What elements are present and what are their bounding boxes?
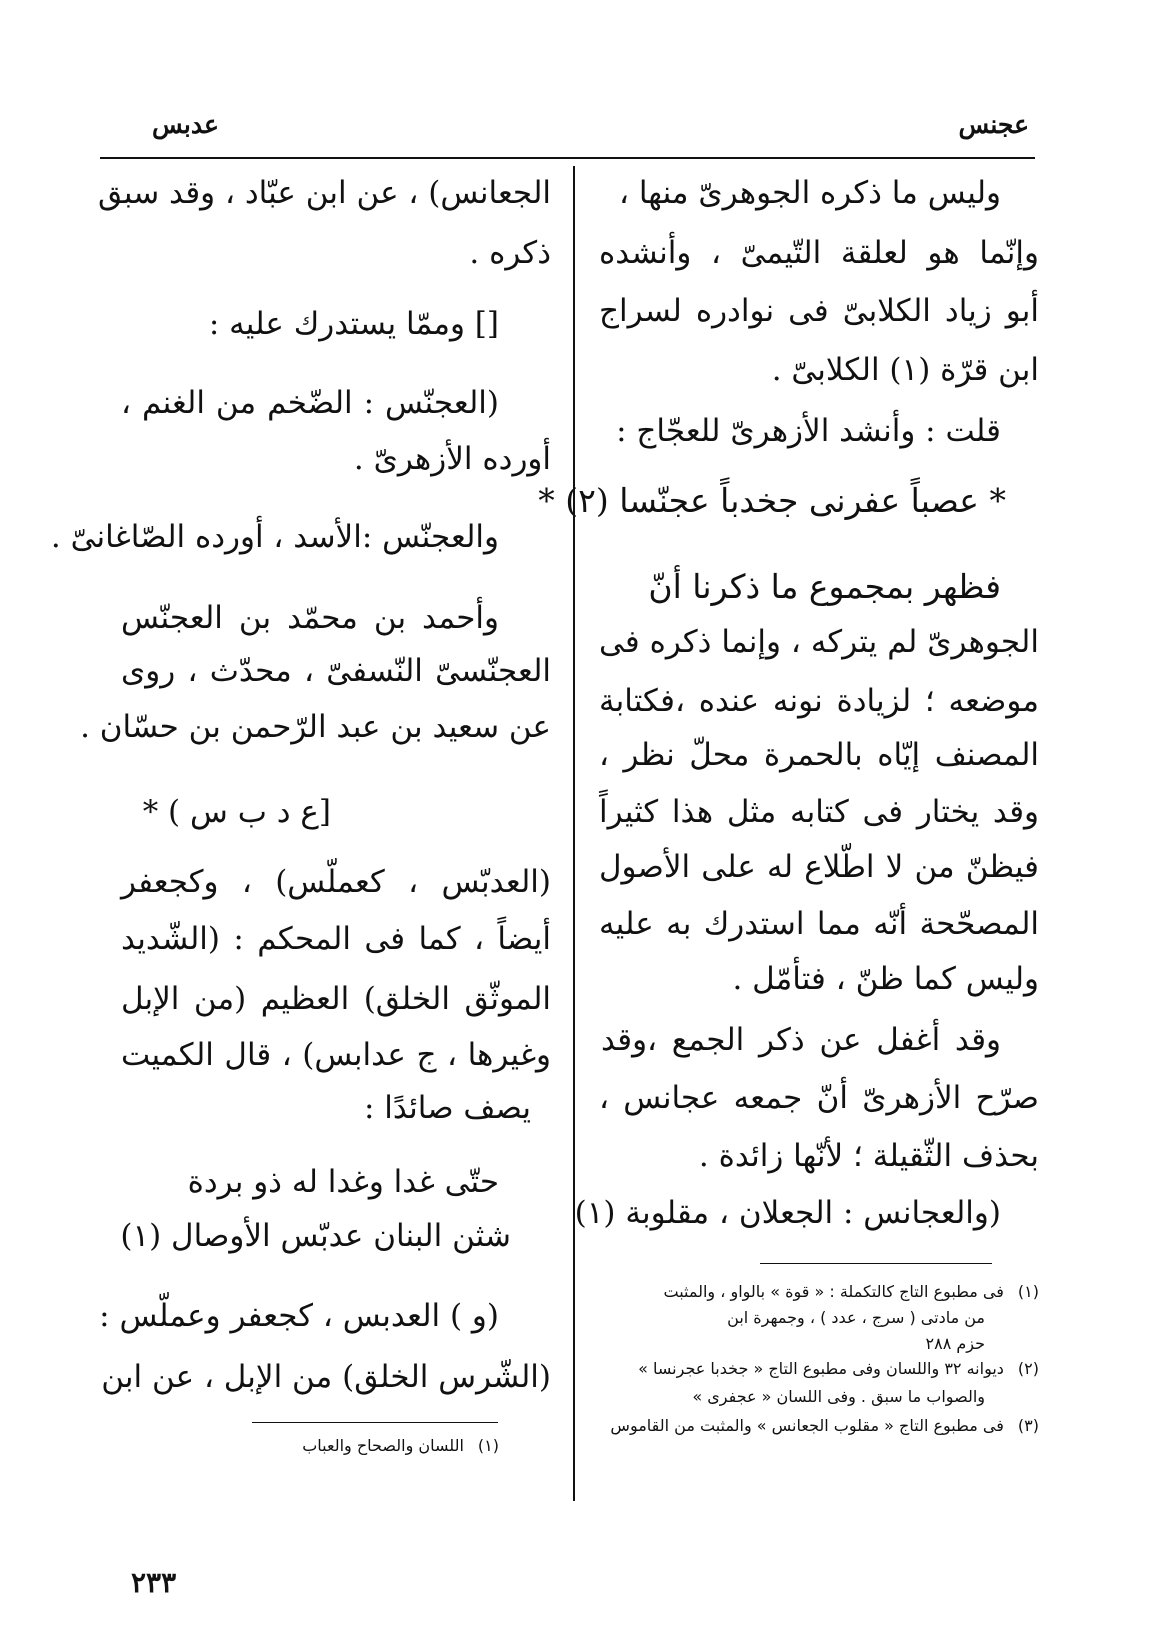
right-line-16: صرّح الأزهرىّ أنّ جمعه عجانس ، [599,1080,1039,1116]
right-line-10: المصنف إيّاه بالحمرة محلّ نظر ، [599,737,1039,773]
right-footnote-1-cont: من مادتى ( سرج ، عدد ) ، وجمهرة ابن [727,1308,985,1327]
right-line-15: وقد أغفل عن ذكر الجمع ،وقد [601,1022,1001,1058]
right-line-1: وليس ما ذكره الجوهرىّ منها ، [618,175,1001,211]
left-verse-line-1: حتّى غدا وغدا له ذو بردة [187,1164,499,1200]
left-line-1: الجعانس) ، عن ابن عبّاد ، وقد سبق [98,175,551,211]
left-line-5: أورده الأزهرىّ . [353,441,551,477]
right-line-12: فيظنّ من لا اطّلاع له على الأصول [599,849,1039,885]
right-footnote-1-cont: حزم ٢٨٨ [925,1334,985,1353]
right-footnote-2 [638,1361,1039,1377]
footnote-text: فى مطبوع التاج كالتكملة : « قوة » بالواو ، والمثبت [663,1282,1004,1301]
left-line-18: (و ) العدبس ، كجعفر وعملّس : [99,1298,499,1334]
footnote-number: (١) [1017,1282,1039,1301]
left-line-4: (العجنّس : الضّخم من الغنم ، [121,385,499,421]
left-verse-line-2: شثن البنان عدبّس الأوصال (١) [120,1218,511,1254]
footnote-number: (٢) [1017,1359,1039,1378]
left-root-heading: [ع د ب س ) * [142,794,331,830]
left-line-12: أيضاً ، كما فى المحكم : (الشّديد [121,921,551,957]
page-number: ٢٣٣ [131,1566,177,1599]
footnote-text: اللسان والصحاح والعباب [302,1436,464,1455]
right-line-18: (والعجانس : الجعلان ، مقلوبة (١) [574,1195,1001,1231]
right-verse-line: * عصباً عفرنى جخدباً عجنّسا (٢) * [538,481,1006,520]
right-line-5: قلت : وأنشد الأزهرىّ للعجّاج : [616,413,1001,449]
left-line-8: العجنّسىّ النّسفىّ ، محدّث ، روى [121,653,551,689]
header-rule [100,157,1035,159]
right-line-17: بحذف الثّقيلة ؛ لأنّها زائدة . [698,1138,1039,1174]
header-right-word: عجنس [958,110,1029,139]
right-line-2: وإنّما هو لعلقة التّيمىّ ، وأنشده [599,235,1039,271]
left-footnote-rule [252,1422,498,1423]
right-line-11: وقد يختار فى كتابه مثل هذا كثيراً [599,794,1039,830]
left-line-13: الموثّق الخلق) العظيم (من الإبل [121,981,551,1017]
right-footnote-3 [610,1418,1039,1434]
right-line-9: موضعه ؛ لزيادة نونه عنده ،فكتابة [599,683,1039,719]
header-left-word: عدبس [152,110,219,139]
left-line-9: عن سعيد بن عبد الرّحمن بن حسّان . [80,709,551,745]
right-line-14: وليس كما ظنّ ، فتأمّل . [732,961,1039,997]
footnote-number: (١) [477,1436,499,1455]
left-line-6: والعجنّس :الأسد ، أورده الصّاغانىّ . [50,519,499,555]
left-line-14: وغيرها ، ج عدابس) ، قال الكميت [121,1037,551,1073]
left-line-19: (الشّرس الخلق) من الإبل ، عن ابن [101,1359,551,1395]
right-line-7: فظهر بمجموع ما ذكرنا أنّ [648,567,1001,606]
right-line-3: أبو زياد الكلابىّ فى نوادره لسراج [599,293,1039,329]
footnote-text: ديوانه ٣٢ واللسان وفى مطبوع التاج « جخدبا عجرنسا » [638,1359,1004,1378]
left-line-15: يصف صائدًا : [363,1090,531,1126]
left-line-3: [] وممّا يستدرك عليه : [208,306,499,342]
right-line-8: الجوهرىّ لم يتركه ، وإنما ذكره فى [599,624,1039,660]
left-line-2: ذكره . [469,235,551,271]
right-line-4: ابن قرّة (١) الكلابىّ . [771,352,1039,388]
footnote-number: (٣) [1017,1416,1039,1435]
column-divider [573,166,575,1501]
left-line-11: (العدبّس ، كعملّس) ، وكجعفر [121,864,551,900]
right-footnote-2-cont: والصواب ما سبق . وفى اللسان « عجفرى » [692,1387,985,1406]
footnote-text: فى مطبوع التاج « مقلوب الجعانس » والمثبت من القاموس [610,1416,1004,1435]
right-footnote-rule [760,1263,992,1264]
left-footnote-1 [302,1438,499,1454]
left-line-7: وأحمد بن محمّد بن العجنّس [121,600,499,636]
right-line-13: المصحّحة أنّه مما استدرك به عليه [599,906,1039,942]
right-footnote-1 [663,1284,1039,1300]
